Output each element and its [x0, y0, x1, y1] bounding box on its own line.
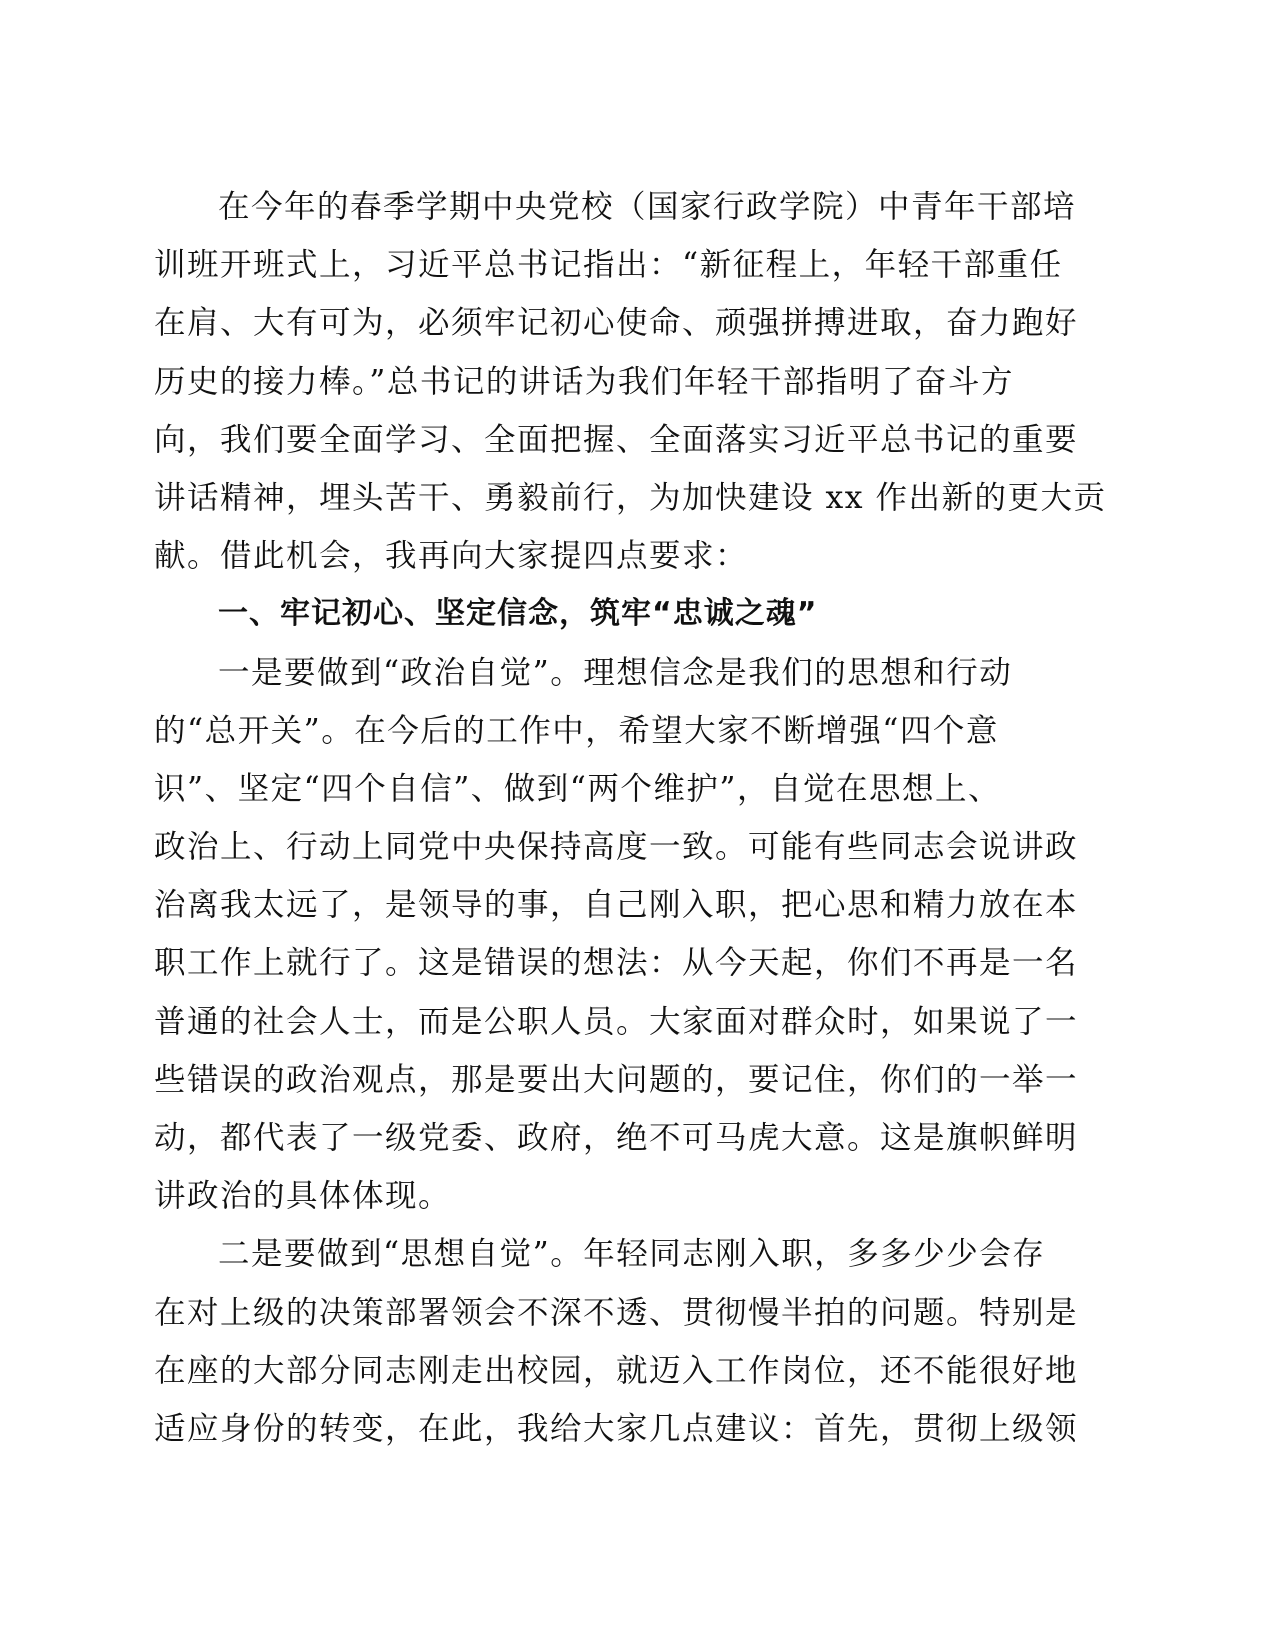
text-line: 二是要做到“思想自觉”。年轻同志刚入职，多多少少会存: [218, 1236, 1046, 1273]
text-line: 一是要做到“政治自觉”。理想信念是我们的思想和行动: [218, 654, 1013, 691]
text-line: 适应身份的转变，在此，我给大家几点建议：首先，贯彻上级领: [154, 1410, 1079, 1447]
text-line: 些错误的政治观点，那是要出大问题的，要记住，你们的一举一: [154, 1061, 1079, 1098]
text-line: 治离我太远了，是领导的事，自己刚入职，把心思和精力放在本: [154, 887, 1079, 924]
text-line: 在对上级的决策部署领会不深不透、贯彻慢半拍的问题。特别是: [154, 1294, 1079, 1331]
text-line: 讲话精神，埋头苦干、勇毅前行，为加快建设 xx 作出新的更大贡: [154, 479, 1107, 516]
text-line: 在今年的春季学期中央党校（国家行政学院）中青年干部培: [218, 189, 1077, 225]
text-line: 献。借此机会，我再向大家提四点要求：: [154, 538, 749, 575]
text-line: 的“总开关”。在今后的工作中，希望大家不断增强“四个意: [154, 712, 999, 749]
paragraph-intro: [154, 178, 1107, 585]
text-line: 向，我们要全面学习、全面把握、全面落实习近平总书记的重要: [154, 421, 1079, 458]
text-line: 普通的社会人士，而是公职人员。大家面对群众时，如果说了一: [154, 1003, 1079, 1040]
text-line: 动，都代表了一级党委、政府，绝不可马虎大意。这是旗帜鲜明: [154, 1120, 1079, 1156]
text-line: 职工作上就行了。这是错误的想法：从今天起，你们不再是一名: [154, 945, 1079, 982]
text-line: 识”、坚定“四个自信”、做到“两个维护”，自觉在思想上、: [154, 770, 1002, 807]
text-line: 历史的接力棒。”总书记的讲话为我们年轻干部指明了奋斗方: [154, 363, 1014, 400]
document-body: [154, 178, 1107, 1458]
text-line: 政治上、行动上同党中央保持高度一致。可能有些同志会说讲政: [154, 829, 1079, 866]
text-line: 训班开班式上，习近平总书记指出：“新征程上，年轻干部重任: [154, 247, 1063, 284]
paragraph-ideological-awareness: [154, 1225, 1094, 1458]
paragraph-political-awareness: [154, 644, 1094, 1226]
text-line: 在座的大部分同志刚走出校园，就迈入工作岗位，还不能很好地: [154, 1352, 1079, 1389]
text-line: 在肩、大有可为，必须牢记初心使命、顽强拼搏进取，奋力跑好: [154, 305, 1079, 342]
text-line: 讲政治的具体体现。: [154, 1178, 452, 1215]
section-heading: 一、牢记初心、坚定信念，筑牢“忠诚之魂”: [218, 596, 818, 632]
